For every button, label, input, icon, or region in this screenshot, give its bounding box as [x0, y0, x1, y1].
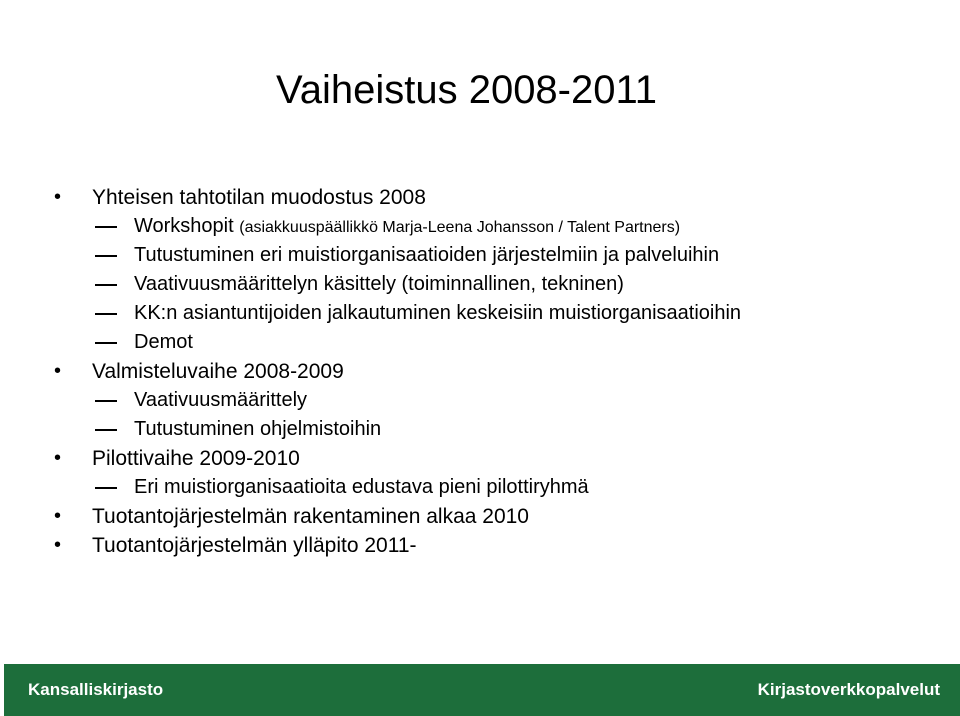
list-item — [0, 473, 960, 502]
list-item — [0, 183, 960, 212]
bullet-icon: • — [54, 505, 62, 527]
dash-icon — [95, 342, 117, 344]
list-item-text: Vaativuusmäärittelyn käsittely (toiminnallinen, tekninen) — [134, 273, 624, 295]
bullet-icon: • — [54, 186, 62, 208]
list-item — [0, 502, 960, 531]
bullet-icon: • — [54, 447, 62, 469]
slide-title: Vaiheistus 2008-2011 — [276, 68, 658, 112]
dash-icon — [95, 487, 117, 489]
kirjastoverkkopalvelut-logo: Kirjastoverkkopalvelut — [757, 680, 940, 699]
list-item — [0, 212, 960, 241]
list-item-text: Valmisteluvaihe 2008-2009 — [92, 360, 344, 383]
dash-icon — [95, 226, 117, 228]
bullet-list — [0, 183, 960, 560]
list-item — [0, 241, 960, 270]
list-item — [0, 299, 960, 328]
list-item-text: Yhteisen tahtotilan muodostus 2008 — [92, 186, 426, 209]
list-item-text: Tuotantojärjestelmän rakentaminen alkaa 2010 — [92, 505, 529, 528]
list-item-text: Tutustuminen eri muistiorganisaatioiden järjestelmiin ja palveluihin — [134, 244, 720, 266]
bullet-icon: • — [54, 534, 62, 556]
dash-icon — [95, 255, 117, 257]
list-item-text: KK:n asiantuntijoiden jalkautuminen keskeisiin muistiorganisaatioihin — [134, 302, 742, 324]
list-item-text: Pilottivaihe 2009-2010 — [92, 447, 300, 470]
list-item-text: Tutustuminen ohjelmistoihin — [134, 418, 382, 440]
list-item-text — [134, 212, 680, 242]
dash-icon — [95, 429, 117, 431]
list-item-text: Eri muistiorganisaatioita edustava pieni pilottiryhmä — [134, 476, 589, 498]
bullet-icon: • — [54, 360, 62, 382]
list-item — [0, 386, 960, 415]
list-item — [0, 328, 960, 357]
list-item-text: Demot — [134, 331, 193, 353]
list-item — [0, 415, 960, 444]
dash-icon — [95, 313, 117, 315]
list-item-note: (asiakkuuspäällikkö Marja-Leena Johansson / Talent Partners) — [239, 219, 681, 236]
dash-icon — [95, 400, 117, 402]
list-item — [0, 270, 960, 299]
list-item — [0, 531, 960, 560]
dash-icon — [95, 284, 117, 286]
list-item-text: Tuotantojärjestelmän ylläpito 2011- — [92, 534, 417, 557]
list-item-main: Workshopit — [134, 215, 234, 237]
list-item — [0, 357, 960, 386]
list-item-text: Vaativuusmäärittely — [134, 389, 308, 411]
kansalliskirjasto-logo: Kansalliskirjasto — [28, 680, 164, 699]
list-item — [0, 444, 960, 473]
footer-bar — [4, 664, 960, 716]
